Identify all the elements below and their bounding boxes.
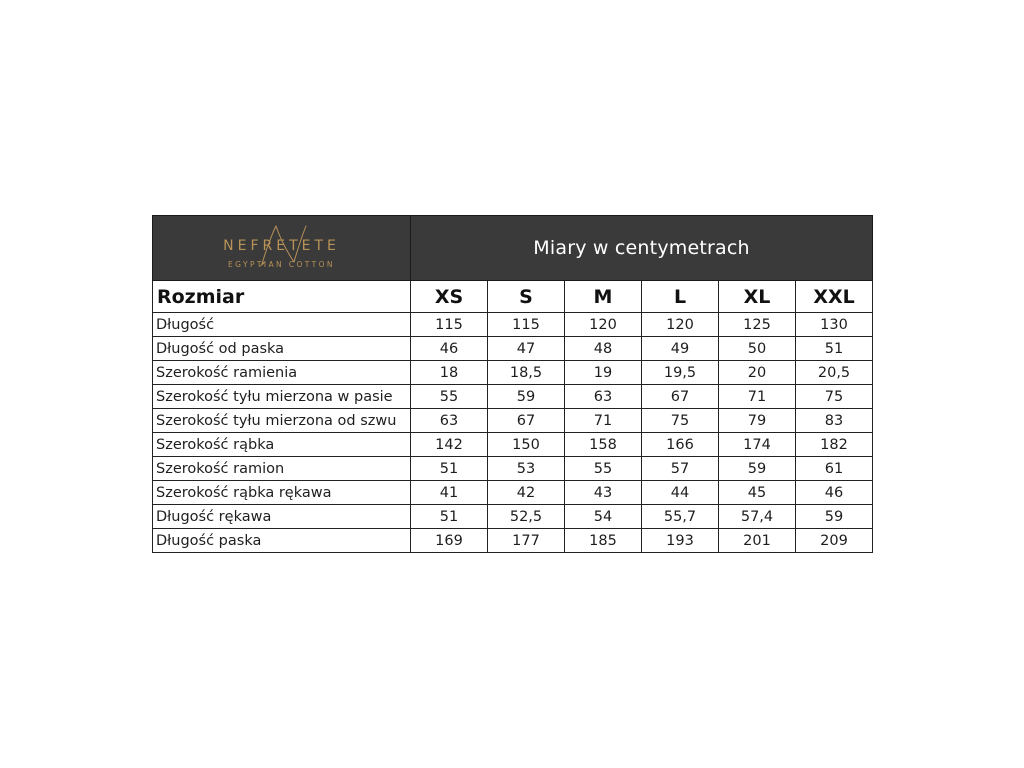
table-row xyxy=(153,433,873,457)
measurement-cell: 71 xyxy=(565,409,642,433)
measurement-cell: 59 xyxy=(488,385,565,409)
table-row xyxy=(153,313,873,337)
measurement-cell: 20,5 xyxy=(796,361,873,385)
row-label: Długość paska xyxy=(153,529,411,553)
measurement-cell: 59 xyxy=(719,457,796,481)
size-header-xxl: XXL xyxy=(796,281,873,313)
row-label: Szerokość ramion xyxy=(153,457,411,481)
brand-logo xyxy=(202,220,362,272)
measurement-cell: 63 xyxy=(565,385,642,409)
measurement-cell: 67 xyxy=(488,409,565,433)
measurement-cell: 209 xyxy=(796,529,873,553)
brand-logo-cell xyxy=(153,216,411,281)
size-chart-table xyxy=(152,215,873,553)
measurement-cell: 130 xyxy=(796,313,873,337)
measurement-cell: 142 xyxy=(411,433,488,457)
measurement-cell: 49 xyxy=(642,337,719,361)
measurement-cell: 51 xyxy=(796,337,873,361)
measurement-cell: 46 xyxy=(796,481,873,505)
measurement-cell: 43 xyxy=(565,481,642,505)
size-header-m: M xyxy=(565,281,642,313)
size-header-row xyxy=(153,281,873,313)
measurement-cell: 174 xyxy=(719,433,796,457)
measurement-cell: 51 xyxy=(411,505,488,529)
table-row xyxy=(153,409,873,433)
measurement-cell: 19 xyxy=(565,361,642,385)
measurement-cell: 18 xyxy=(411,361,488,385)
measurement-cell: 150 xyxy=(488,433,565,457)
measurement-cell: 185 xyxy=(565,529,642,553)
measurement-cell: 57,4 xyxy=(719,505,796,529)
table-row xyxy=(153,505,873,529)
measurement-cell: 182 xyxy=(796,433,873,457)
row-label: Szerokość rąbka rękawa xyxy=(153,481,411,505)
row-label: Długość rękawa xyxy=(153,505,411,529)
table-row xyxy=(153,361,873,385)
measurement-cell: 41 xyxy=(411,481,488,505)
measurement-cell: 177 xyxy=(488,529,565,553)
brand-subtitle: EGYPTIAN COTTON xyxy=(228,260,335,269)
measurement-cell: 50 xyxy=(719,337,796,361)
brand-name: NEFRETETE xyxy=(223,238,340,254)
measurement-cell: 20 xyxy=(719,361,796,385)
row-label: Szerokość tyłu mierzona od szwu xyxy=(153,409,411,433)
measurement-cell: 54 xyxy=(565,505,642,529)
measurement-cell: 59 xyxy=(796,505,873,529)
measurement-cell: 55 xyxy=(565,457,642,481)
row-label: Szerokość tyłu mierzona w pasie xyxy=(153,385,411,409)
measurement-cell: 120 xyxy=(642,313,719,337)
size-header-s: S xyxy=(488,281,565,313)
measurement-cell: 48 xyxy=(565,337,642,361)
measurement-cell: 120 xyxy=(565,313,642,337)
table-row xyxy=(153,337,873,361)
size-header-l: L xyxy=(642,281,719,313)
measurement-cell: 71 xyxy=(719,385,796,409)
measurement-cell: 44 xyxy=(642,481,719,505)
row-label: Szerokość ramienia xyxy=(153,361,411,385)
measurement-cell: 67 xyxy=(642,385,719,409)
row-label: Szerokość rąbka xyxy=(153,433,411,457)
measurement-cell: 83 xyxy=(796,409,873,433)
measurement-cell: 53 xyxy=(488,457,565,481)
measurement-cell: 75 xyxy=(642,409,719,433)
row-label: Długość od paska xyxy=(153,337,411,361)
measurement-cell: 166 xyxy=(642,433,719,457)
measurement-cell: 55 xyxy=(411,385,488,409)
row-label: Długość xyxy=(153,313,411,337)
measurement-cell: 47 xyxy=(488,337,565,361)
measurement-cell: 45 xyxy=(719,481,796,505)
measurement-cell: 42 xyxy=(488,481,565,505)
measurement-cell: 201 xyxy=(719,529,796,553)
measurement-cell: 115 xyxy=(488,313,565,337)
measurement-cell: 52,5 xyxy=(488,505,565,529)
measurement-cell: 18,5 xyxy=(488,361,565,385)
measurement-cell: 193 xyxy=(642,529,719,553)
measurement-cell: 115 xyxy=(411,313,488,337)
measurement-cell: 55,7 xyxy=(642,505,719,529)
measurement-cell: 63 xyxy=(411,409,488,433)
table-row xyxy=(153,529,873,553)
measurement-cell: 158 xyxy=(565,433,642,457)
measurement-cell: 19,5 xyxy=(642,361,719,385)
measurement-cell: 61 xyxy=(796,457,873,481)
measurement-cell: 169 xyxy=(411,529,488,553)
size-header-xl: XL xyxy=(719,281,796,313)
size-header-label: Rozmiar xyxy=(153,281,411,313)
banner-title: Miary w centymetrach xyxy=(411,216,873,281)
measurement-cell: 75 xyxy=(796,385,873,409)
table-row xyxy=(153,457,873,481)
table-row xyxy=(153,481,873,505)
size-header-xs: XS xyxy=(411,281,488,313)
measurement-cell: 79 xyxy=(719,409,796,433)
measurement-cell: 46 xyxy=(411,337,488,361)
measurement-cell: 125 xyxy=(719,313,796,337)
measurement-cell: 51 xyxy=(411,457,488,481)
measurement-cell: 57 xyxy=(642,457,719,481)
banner-row xyxy=(153,216,873,281)
table-row xyxy=(153,385,873,409)
